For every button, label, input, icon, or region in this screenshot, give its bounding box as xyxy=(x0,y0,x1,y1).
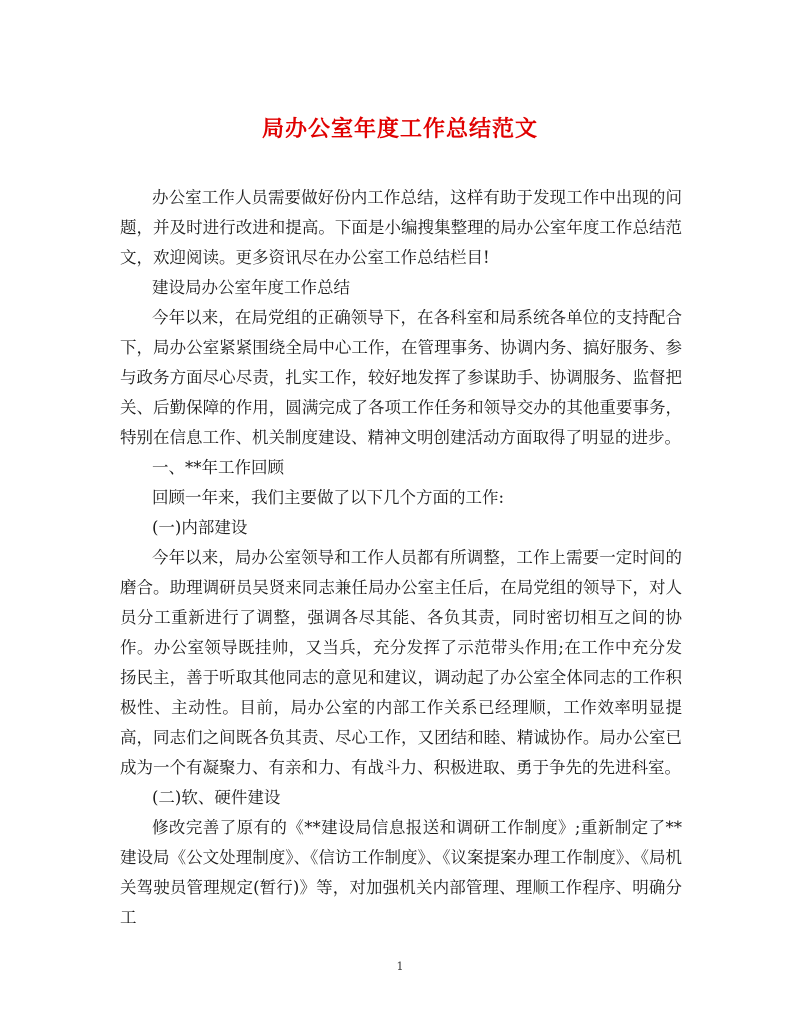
page-number: 1 xyxy=(396,960,404,973)
section-heading: 一、**年工作回顾 xyxy=(152,458,284,477)
intro-paragraph: 办公室工作人员需要做好份内工作总结，这样有助于发现工作中出现的问题，并及时进行改进和提高。下面是小编搜集整理的局办公室年度工作总结范文，欢迎阅读。更多资讯尽在办公室工作总结栏目! xyxy=(120,188,682,267)
document-title: 局办公室年度工作总结范文 xyxy=(261,116,538,142)
subsection-heading: (二)软、硬件建设 xyxy=(152,788,281,807)
subsection-heading: (一)内部建设 xyxy=(152,518,248,537)
section-heading: 建设局办公室年度工作总结 xyxy=(152,278,350,297)
body-paragraph: 今年以来，在局党组的正确领导下，在各科室和局系统各单位的支持配合下，局办公室紧紧围绕全局中心工作，在管理事务、协调内务、搞好服务、参与政务方面尽心尽责，扎实工作，较好地发挥了参谋助手、协调服务、监督把关、后勤保障的作用，圆满完成了各项工作任务和领导交办的其他重要事务，特别在信息工作、机关制度建设、精神文明创建活动方面取得了明显的进步。 xyxy=(120,308,682,447)
body-paragraph: 今年以来，局办公室领导和工作人员都有所调整，工作上需要一定时间的磨合。助理调研员吴贤来同志兼任局办公室主任后，在局党组的领导下，对人员分工重新进行了调整，强调各尽其能、各负其责，同时密切相互之间的协作。办公室领导既挂帅，又当兵，充分发挥了示范带头作用;在工作中充分发扬民主，善于听取其他同志的意见和建议，调动起了办公室全体同志的工作积极性、主动性。目前，局办公室的内部工作关系已经理顺，工作效率明显提高，同志们之间既各负其责、尽心工作，又团结和睦、精诚协作。局办公室已成为一个有凝聚力、有亲和力、有战斗力、积极进取、勇于争先的先进科室。 xyxy=(120,548,682,777)
body-paragraph: 回顾一年来，我们主要做了以下几个方面的工作: xyxy=(152,488,505,507)
body-paragraph: 修改完善了原有的《**建设局信息报送和调研工作制度》;重新制定了**建设局《公文处理制度》、《信访工作制度》、《议案提案办理工作制度》、《局机关驾驶员管理规定(暂行)》等，对加强机关内部管理、理顺工作程序、明确分工 xyxy=(120,818,682,927)
document-body xyxy=(120,183,682,933)
